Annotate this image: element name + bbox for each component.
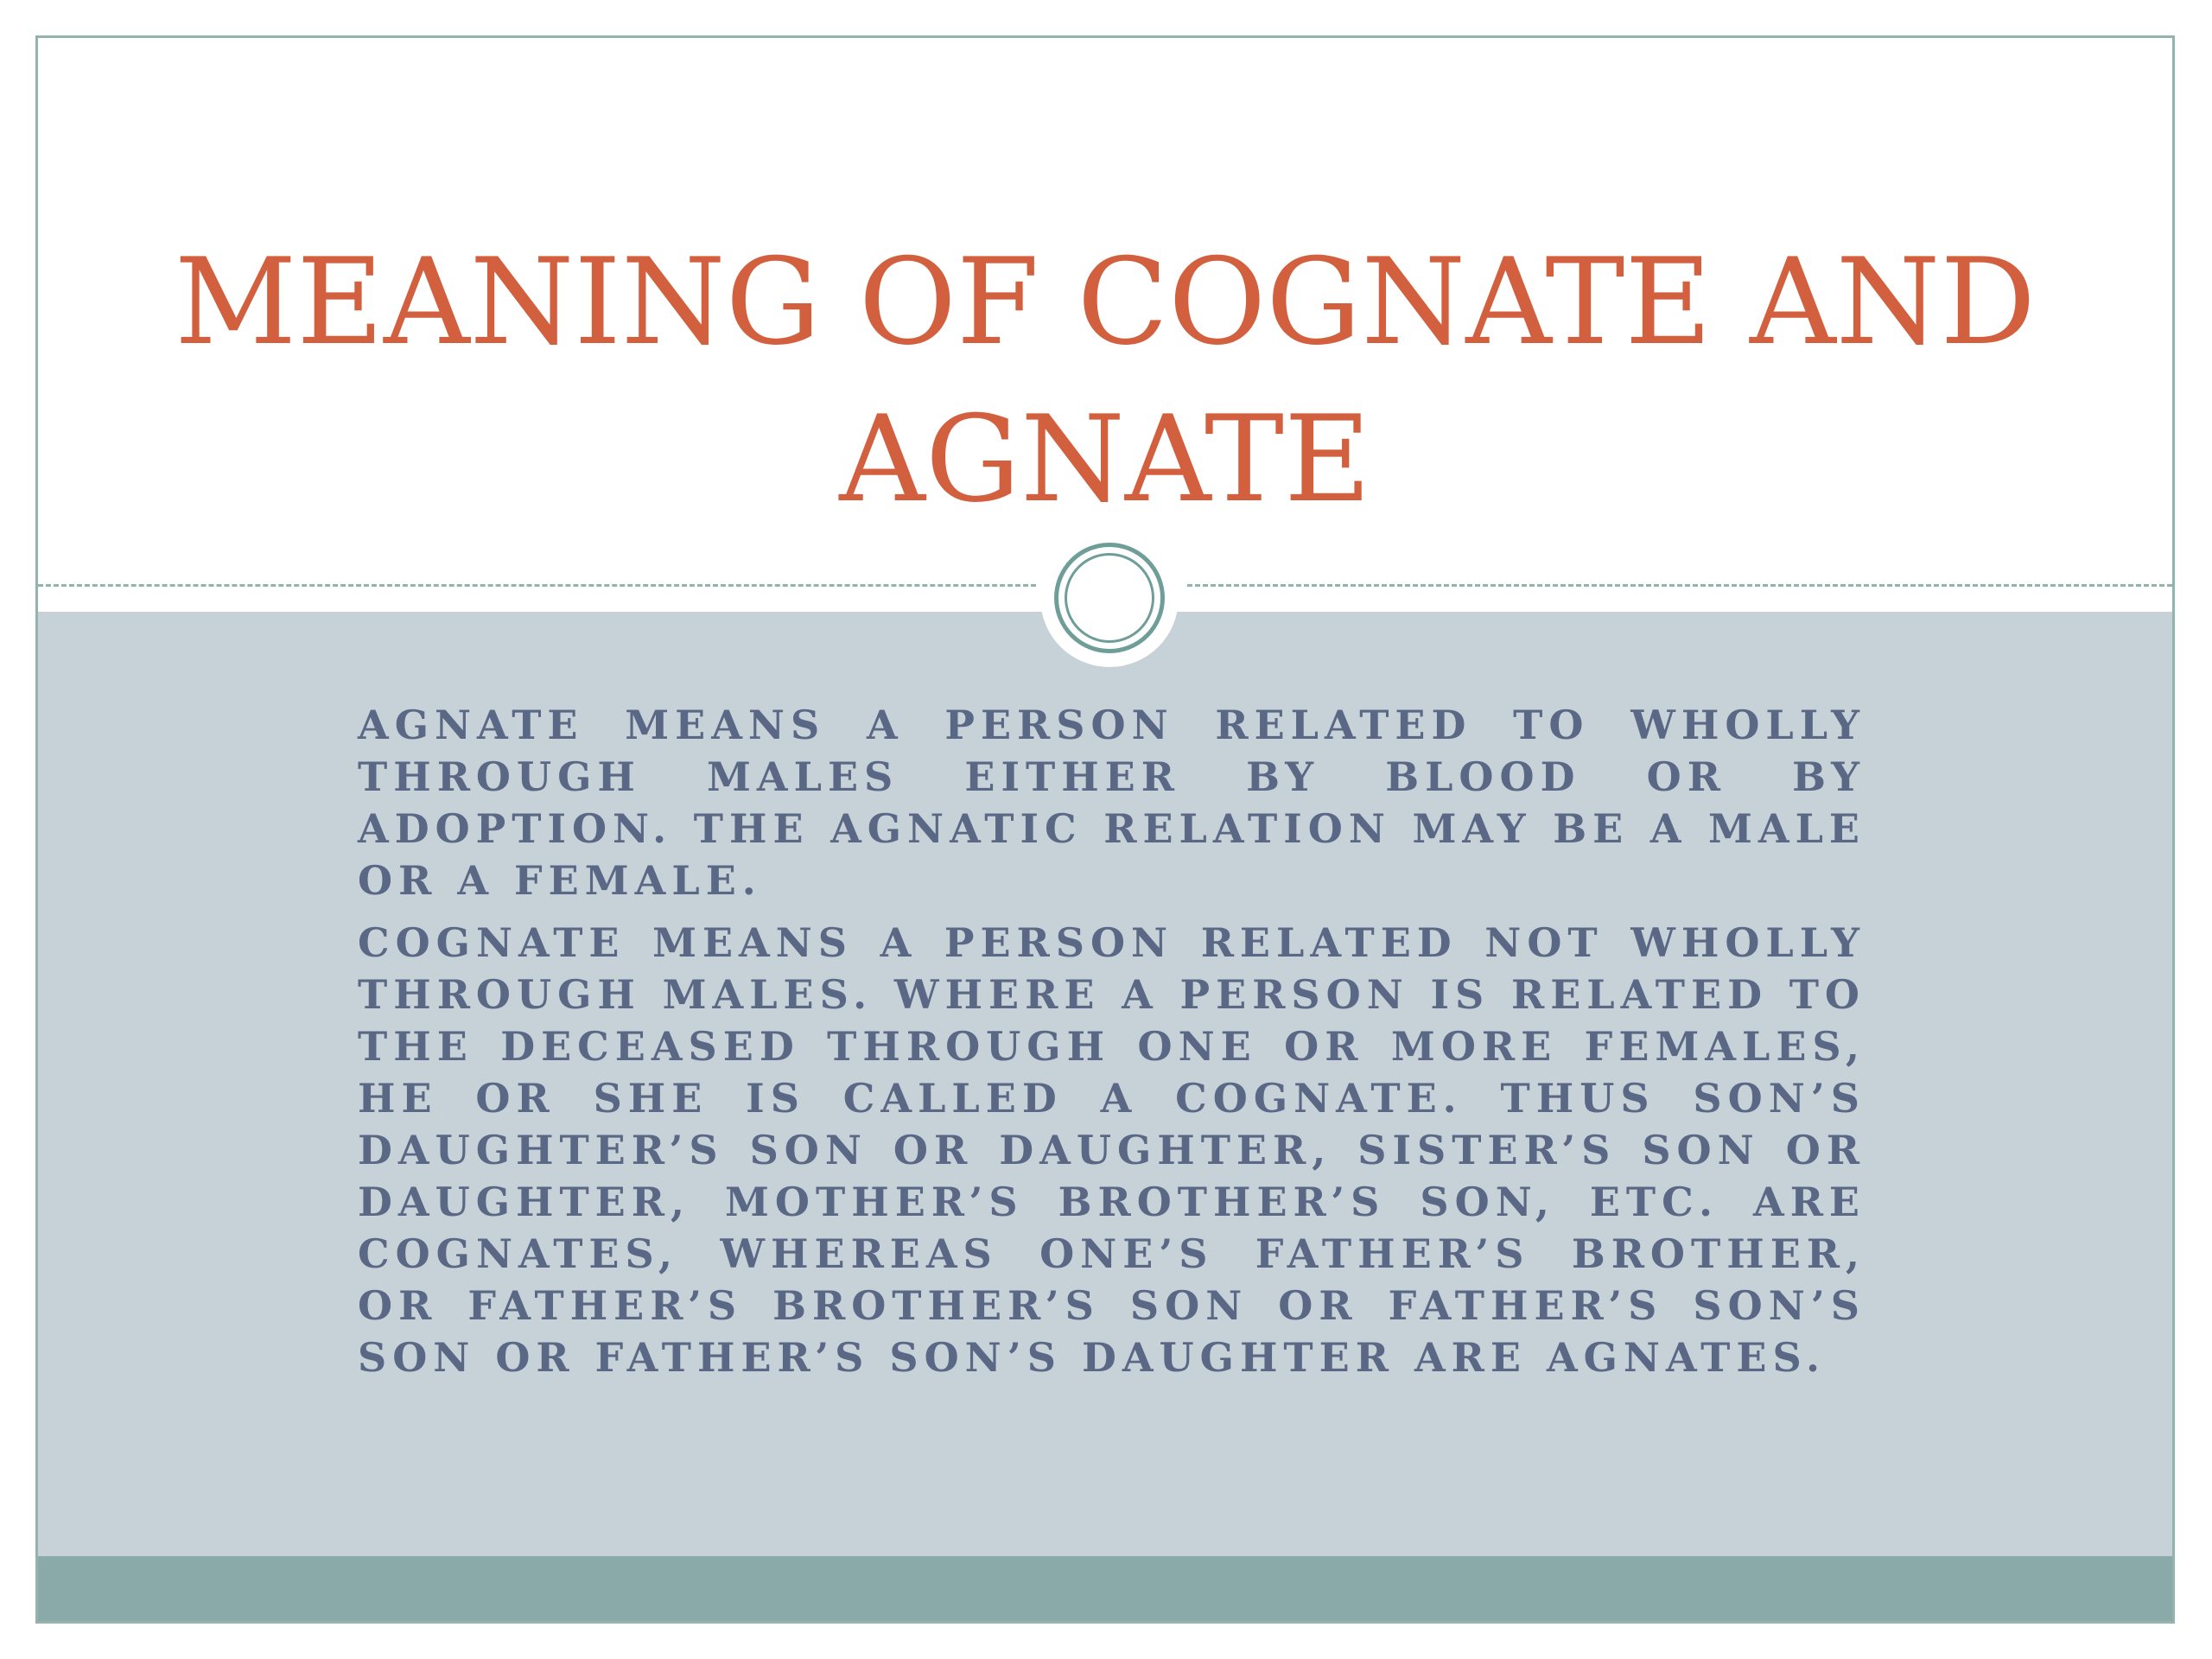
paragraph-cognate: COGNATE MEANS A PERSON RELATED NOT WHOLLY THROUGH MALES. WHERE A PERSON IS RELATED TO THE DECEASED THROUGH ONE OR MORE FEMALES, HE OR SHE IS CALLED A COGNATE. THUS SON’S DAUGHTER’S SON OR DAUGHTER, SISTER’S SON OR DAUGHTER, MOTHER’S BROTHER’S SON, ETC. ARE COGNATES, WHEREAS ONE’S FATHER’S BROTHER, OR FATHER’S BROTHER’S SON OR FATHER’S SON’S SON OR FATHER’S SON’S DAUGHTER ARE AGNATES. [358, 919, 1866, 1381]
divider-line-right [1187, 584, 2172, 587]
double-circle-inner-ring [1065, 553, 1154, 643]
footer-bar [38, 1556, 2172, 1624]
slide-body [358, 699, 1866, 1394]
title-area [38, 38, 2172, 608]
slide-title: MEANING OF COGNATE AND AGNATE [174, 232, 2037, 529]
paragraph-agnate: AGNATE MEANS A PERSON RELATED TO WHOLLY THROUGH MALES EITHER BY BLOOD OR BY ADOPTION. THE AGNATIC RELATION MAY BE A MALE OR A FEMALE. [358, 702, 1866, 904]
divider-line-left [38, 584, 1036, 587]
slide [35, 35, 2175, 1624]
